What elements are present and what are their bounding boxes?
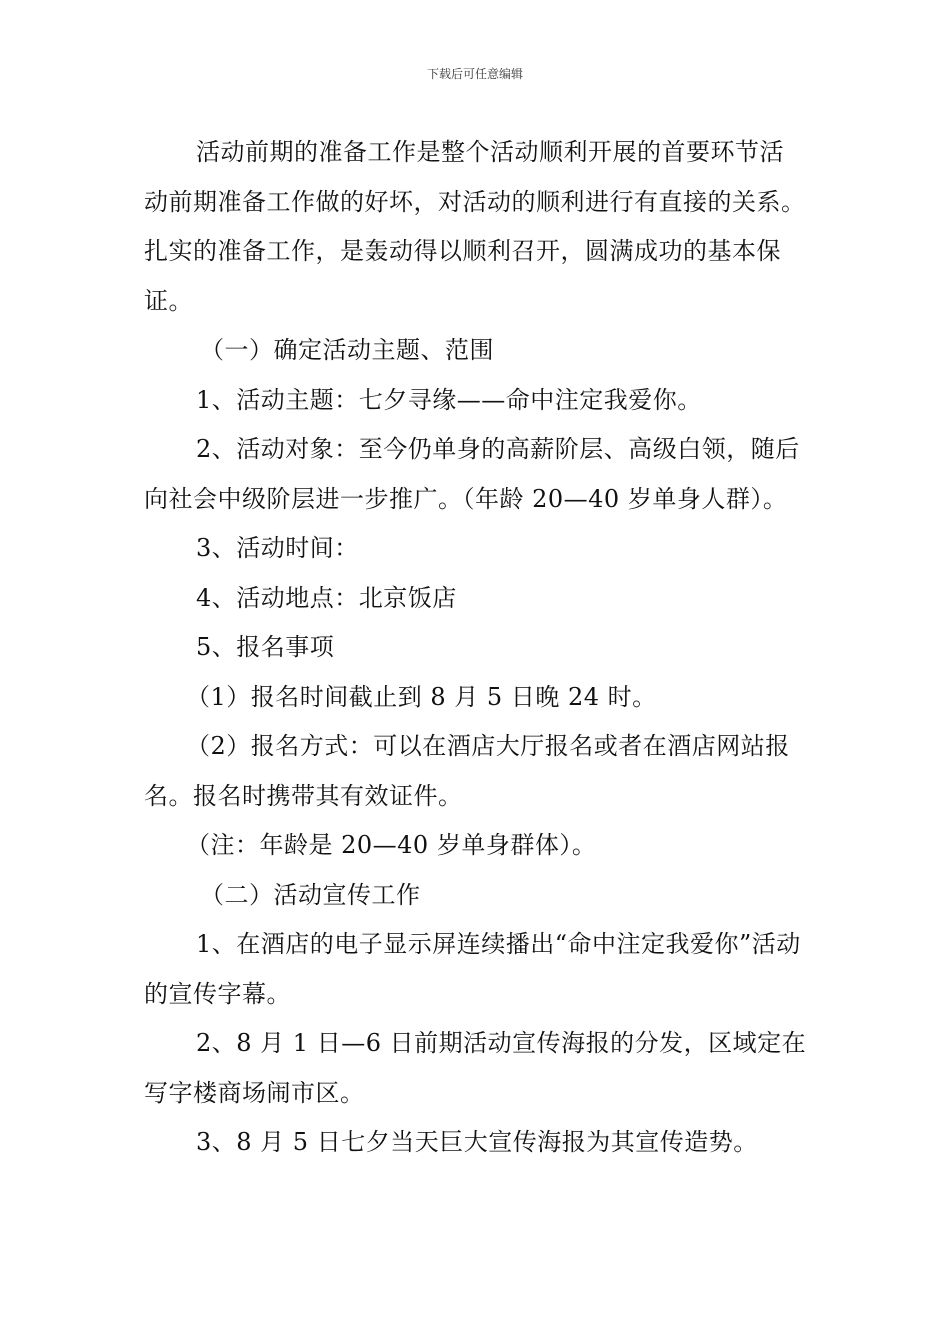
registration-note: （注：年龄是 20—40 岁单身群体）。: [186, 831, 597, 859]
section-heading-1: （一）确定活动主题、范围: [200, 336, 494, 364]
promo-item-2: 2、8 月 1 日—6 日前期活动宣传海报的分发，区域定在写字楼商场闹市区。: [144, 1029, 807, 1107]
registration-deadline: （1）报名时间截止到 8 月 5 日晚 24 时。: [186, 682, 657, 711]
promo-item-3: 3、8 月 5 日七夕当天巨大宣传海报为其宣传造势。: [196, 1128, 758, 1156]
list-item-time: 3、活动时间：: [196, 534, 359, 562]
list-item-registration: 5、报名事项: [196, 633, 335, 661]
registration-method: （2）报名方式：可以在酒店大厅报名或者在酒店网站报名。报名时携带其有效证件。: [144, 732, 790, 810]
list-item-theme: 1、活动主题：七夕寻缘——命中注定我爱你。: [196, 385, 702, 414]
promo-item-1: 1、在酒店的电子显示屏连续播出“命中注定我爱你”活动的宣传字幕。: [144, 930, 801, 1008]
section-heading-2: （二）活动宣传工作: [200, 880, 421, 909]
page-header-note: 下载后可任意编辑: [426, 67, 523, 81]
list-item-audience: 2、活动对象：至今仍单身的高薪阶层、高级白领，随后向社会中级阶层进一步推广。（年龄 20—40 岁单身人群）。: [144, 435, 800, 513]
list-item-venue: 4、活动地点：北京饭店: [196, 583, 457, 612]
intro-paragraph: 活动前期的准备工作是整个活动顺利开展的首要环节活动前期准备工作做的好坏，对活动的顺利进行有直接的关系。扎实的准备工作，是轰动得以顺利召开，圆满成功的基本保证。: [144, 138, 806, 315]
document-body: [144, 128, 808, 1168]
